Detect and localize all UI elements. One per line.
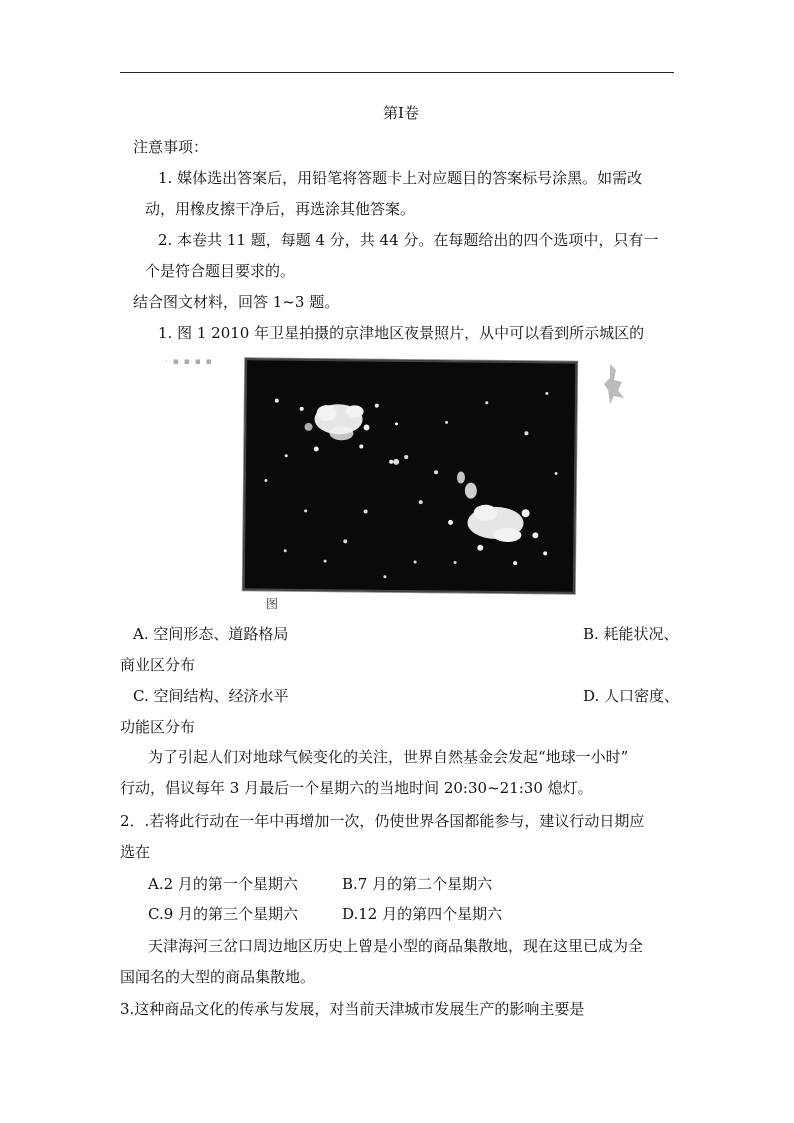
passage-2-line-2: 行动，倡议每年 3 月最后一个星期六的当地时间 20:30~21:30 熄灯。 — [120, 779, 593, 797]
q2-option-c: C.9 月的第三个星期六 — [148, 905, 299, 923]
notice-item-2-line-2: 个是符合题目要求的。 — [145, 262, 296, 280]
question-3-stem: 3.这种商品文化的传承与发展，对当前天津城市发展生产的影响主要是 — [120, 1000, 585, 1018]
passage-3-line-1: 天津海河三岔口周边地区历史上曾是小型的商品集散地，现在这里已成为全 — [148, 937, 644, 955]
passage-3-line-2: 国闻名的大型的商品集散地。 — [120, 968, 316, 986]
q2-option-a: A.2 月的第一个星期六 — [148, 875, 298, 893]
question-2-stem-line-2: 选在 — [120, 843, 151, 861]
question-intro: 结合图文材料，回答 1~3 题。 — [133, 293, 340, 311]
notice-item-1-line-2: 动，用橡皮擦干净后，再选涂其他答案。 — [145, 200, 416, 218]
figure-1-satellite-night-photo — [232, 358, 592, 608]
q1-option-b-line-1: B. 耗能状况、 — [583, 625, 679, 643]
notice-item-2-line-1: 2. 本卷共 11 题，每题 4 分，共 44 分。在每题给出的四个选项中，只有一 — [158, 231, 659, 249]
q2-option-d: D.12 月的第四个星期六 — [342, 905, 503, 923]
notice-item-1-line-1: 1. 媒体选出答案后，用铅笔将答题卡上对应题目的答案标号涂黑。如需改 — [158, 169, 643, 187]
city-lights-image — [245, 360, 575, 591]
figure-caption: 图 — [266, 597, 279, 611]
scan-artifact: · ▪ ▪ ▪ ▪ — [165, 357, 213, 367]
section-title: 第Ⅰ卷 — [383, 104, 419, 122]
q1-option-c: C. 空间结构、经济水平 — [133, 687, 289, 705]
question-1-stem: 1. 图 1 2010 年卫星拍摄的京津地区夜景照片，从中可以看到所示城区的 — [158, 324, 645, 342]
q2-option-b: B.7 月的第二个星期六 — [342, 875, 493, 893]
q1-option-b-line-2: 商业区分布 — [120, 656, 196, 674]
passage-2-line-1: 为了引起人们对地球气候变化的关注，世界自然基金会发起“地球一小时” — [148, 748, 629, 766]
header-rule — [120, 72, 674, 73]
q1-option-d-line-1: D. 人口密度、 — [583, 687, 680, 705]
notice-heading: 注意事项： — [133, 138, 209, 156]
night-photo-frame — [243, 358, 577, 593]
q1-option-a: A. 空间形态、道路格局 — [133, 625, 289, 643]
question-2-stem-line-1: 2．.若将此行动在一年中再增加一次，仍使世界各国都能参与，建议行动日期应 — [120, 812, 645, 830]
scan-artifact-shape — [602, 360, 632, 410]
q1-option-d-line-2: 功能区分布 — [120, 718, 196, 736]
